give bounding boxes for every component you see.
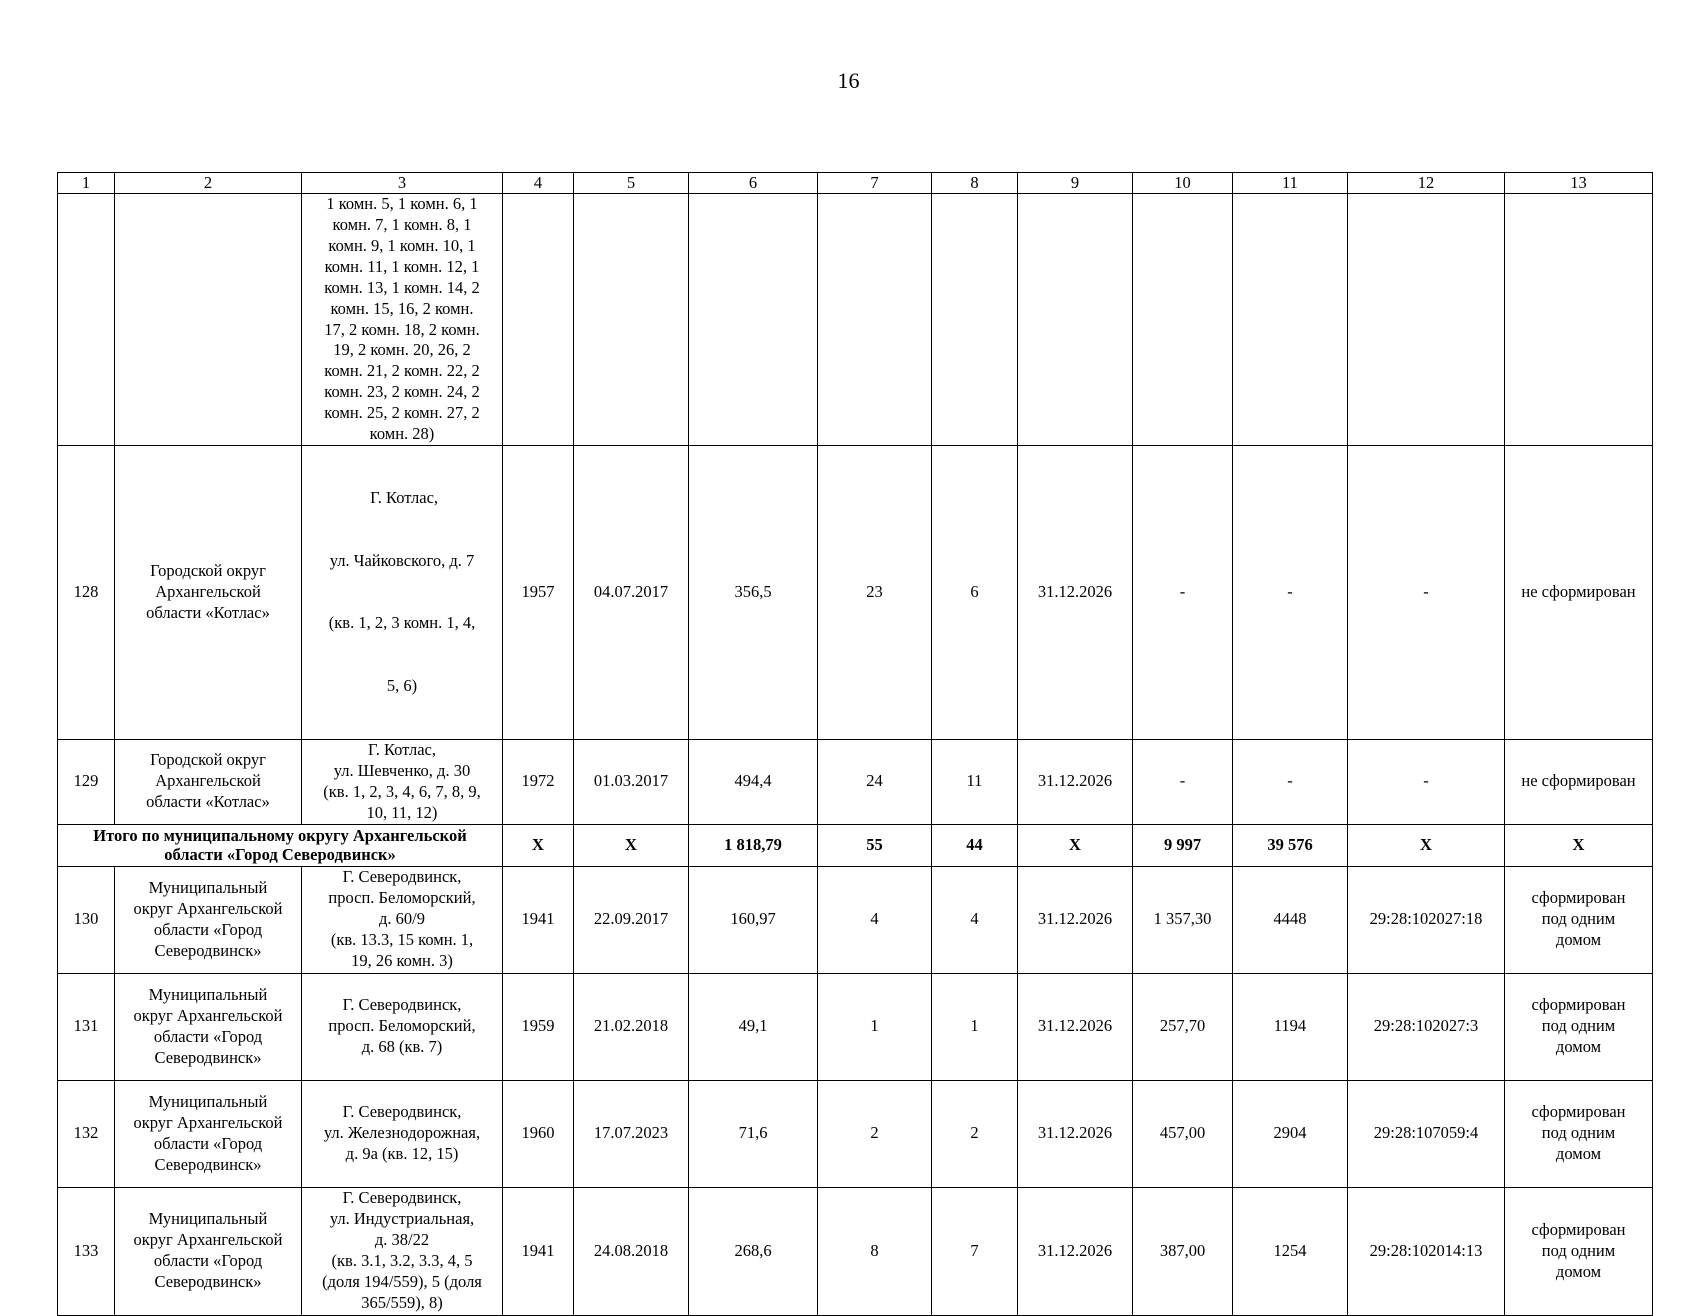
date-cell: 22.09.2017 xyxy=(574,866,689,973)
cadastral-number-cell: 29:28:102027:18 xyxy=(1348,866,1505,973)
total-deadline: Х xyxy=(1018,824,1133,866)
row-number: 128 xyxy=(58,446,115,740)
column-number: 9 xyxy=(1018,173,1133,194)
column-number: 12 xyxy=(1348,173,1505,194)
cadastral-value-cell: 1194 xyxy=(1233,973,1348,1080)
land-area-cell: 387,00 xyxy=(1133,1187,1233,1315)
deadline-cell: 31.12.2026 xyxy=(1018,739,1133,824)
total-area: 1 818,79 xyxy=(689,824,818,866)
land-area-cell: - xyxy=(1133,446,1233,740)
deadline-cell: 31.12.2026 xyxy=(1018,973,1133,1080)
address-cell: Г. Котлас, ул. Чайковского, д. 7 (кв. 1, 2, 3 комн. 1, 4, 5, 6) xyxy=(302,446,503,740)
table-row xyxy=(58,739,1653,824)
total-cadastral-value: 39 576 xyxy=(1233,824,1348,866)
year-cell: 1960 xyxy=(503,1080,574,1187)
land-area-cell: - xyxy=(1133,739,1233,824)
area-cell: 160,97 xyxy=(689,866,818,973)
column-number: 5 xyxy=(574,173,689,194)
cadastral-value-cell: 2904 xyxy=(1233,1080,1348,1187)
table-row xyxy=(58,1187,1653,1315)
total-premises: 44 xyxy=(932,824,1018,866)
apartment-list-continued: 1 комн. 5, 1 комн. 6, 1 комн. 7, 1 комн. 8, 1 комн. 9, 1 комн. 10, 1 комн. 11, 1 комн. 12, 1 комн. 13, 1 комн. 14, 2 комн. 15, 16, 2 комн. 17, 2 комн. 18, 2 комн. 19, 2 комн. 20, 26, 2 комн. 21, 2 комн. 22, 2 комн. 23, 2 комн. 24, 2 комн. 25, 2 комн. 27, 2 комн. 28) xyxy=(302,194,503,446)
municipality-cell: Муниципальный округ Архангельской области «Город Северодвинск» xyxy=(115,866,302,973)
premises-cell: 6 xyxy=(932,446,1018,740)
column-number: 2 xyxy=(115,173,302,194)
residents-cell: 24 xyxy=(818,739,932,824)
area-cell: 49,1 xyxy=(689,973,818,1080)
address-cell: Г. Северодвинск, ул. Железнодорожная, д. 9а (кв. 12, 15) xyxy=(302,1080,503,1187)
residents-cell: 2 xyxy=(818,1080,932,1187)
date-cell: 01.03.2017 xyxy=(574,739,689,824)
land-area-cell: 257,70 xyxy=(1133,973,1233,1080)
continuation-row xyxy=(58,194,1653,446)
column-number: 10 xyxy=(1133,173,1233,194)
year-cell: 1941 xyxy=(503,866,574,973)
column-number: 7 xyxy=(818,173,932,194)
row-number: 130 xyxy=(58,866,115,973)
residents-cell: 1 xyxy=(818,973,932,1080)
cadastral-number-cell: - xyxy=(1348,446,1505,740)
column-number: 6 xyxy=(689,173,818,194)
land-status-cell: сформирован под одним домом xyxy=(1505,1187,1653,1315)
premises-cell: 1 xyxy=(932,973,1018,1080)
municipality-cell: Городской округ Архангельской области «Котлас» xyxy=(115,446,302,740)
municipality-cell: Муниципальный округ Архангельской области «Город Северодвинск» xyxy=(115,1080,302,1187)
table-row xyxy=(58,1080,1653,1187)
premises-cell: 2 xyxy=(932,1080,1018,1187)
premises-cell: 4 xyxy=(932,866,1018,973)
deadline-cell: 31.12.2026 xyxy=(1018,446,1133,740)
address-cell: Г. Северодвинск, просп. Беломорский, д. 60/9 (кв. 13.3, 15 комн. 1, 19, 26 комн. 3) xyxy=(302,866,503,973)
cadastral-number-cell: 29:28:102027:3 xyxy=(1348,973,1505,1080)
year-cell: 1941 xyxy=(503,1187,574,1315)
land-status-cell: не сформирован xyxy=(1505,739,1653,824)
page-number: 16 xyxy=(837,68,860,93)
year-cell: 1957 xyxy=(503,446,574,740)
municipality-cell: Муниципальный округ Архангельской области «Город Северодвинск» xyxy=(115,973,302,1080)
row-number: 129 xyxy=(58,739,115,824)
date-cell: 04.07.2017 xyxy=(574,446,689,740)
municipality-cell: Муниципальный округ Архангельской области «Город Северодвинск» xyxy=(115,1187,302,1315)
land-status-cell: не сформирован xyxy=(1505,446,1653,740)
column-number: 4 xyxy=(503,173,574,194)
area-cell: 356,5 xyxy=(689,446,818,740)
land-area-cell: 1 357,30 xyxy=(1133,866,1233,973)
date-cell: 24.08.2018 xyxy=(574,1187,689,1315)
land-status-cell: сформирован под одним домом xyxy=(1505,866,1653,973)
total-date: Х xyxy=(574,824,689,866)
table-row xyxy=(58,973,1653,1080)
cadastral-value-cell: 4448 xyxy=(1233,866,1348,973)
date-cell: 17.07.2023 xyxy=(574,1080,689,1187)
column-number: 8 xyxy=(932,173,1018,194)
address-cell: Г. Котлас, ул. Шевченко, д. 30 (кв. 1, 2, 3, 4, 6, 7, 8, 9, 10, 11, 12) xyxy=(302,739,503,824)
cadastral-value-cell: - xyxy=(1233,446,1348,740)
total-row xyxy=(58,824,1653,866)
column-number: 3 xyxy=(302,173,503,194)
premises-cell: 7 xyxy=(932,1187,1018,1315)
residents-cell: 23 xyxy=(818,446,932,740)
cadastral-number-cell: 29:28:102014:13 xyxy=(1348,1187,1505,1315)
total-year: Х xyxy=(503,824,574,866)
area-cell: 71,6 xyxy=(689,1080,818,1187)
land-area-cell: 457,00 xyxy=(1133,1080,1233,1187)
total-residents: 55 xyxy=(818,824,932,866)
row-number: 133 xyxy=(58,1187,115,1315)
housing-register-table xyxy=(57,172,1653,1316)
cadastral-number-cell: 29:28:107059:4 xyxy=(1348,1080,1505,1187)
address-cell: Г. Северодвинск, ул. Индустриальная, д. 38/22 (кв. 3.1, 3.2, 3.3, 4, 5 (доля 194/559), 5 (доля 365/559), 8) xyxy=(302,1187,503,1315)
column-number: 11 xyxy=(1233,173,1348,194)
column-number: 1 xyxy=(58,173,115,194)
year-cell: 1959 xyxy=(503,973,574,1080)
cadastral-value-cell: 1254 xyxy=(1233,1187,1348,1315)
municipality-cell: Городской округ Архангельской области «Котлас» xyxy=(115,739,302,824)
address-cell: Г. Северодвинск, просп. Беломорский, д. 68 (кв. 7) xyxy=(302,973,503,1080)
cadastral-value-cell: - xyxy=(1233,739,1348,824)
total-land-area: 9 997 xyxy=(1133,824,1233,866)
total-cadastral-number: Х xyxy=(1348,824,1505,866)
date-cell: 21.02.2018 xyxy=(574,973,689,1080)
area-cell: 494,4 xyxy=(689,739,818,824)
table-row xyxy=(58,866,1653,973)
land-status-cell: сформирован под одним домом xyxy=(1505,1080,1653,1187)
year-cell: 1972 xyxy=(503,739,574,824)
deadline-cell: 31.12.2026 xyxy=(1018,866,1133,973)
cadastral-number-cell: - xyxy=(1348,739,1505,824)
column-number-row xyxy=(58,173,1653,194)
row-number: 131 xyxy=(58,973,115,1080)
residents-cell: 4 xyxy=(818,866,932,973)
deadline-cell: 31.12.2026 xyxy=(1018,1187,1133,1315)
total-status: Х xyxy=(1505,824,1653,866)
land-status-cell: сформирован под одним домом xyxy=(1505,973,1653,1080)
table-row xyxy=(58,446,1653,740)
area-cell: 268,6 xyxy=(689,1187,818,1315)
row-number: 132 xyxy=(58,1080,115,1187)
deadline-cell: 31.12.2026 xyxy=(1018,1080,1133,1187)
column-number: 13 xyxy=(1505,173,1653,194)
residents-cell: 8 xyxy=(818,1187,932,1315)
premises-cell: 11 xyxy=(932,739,1018,824)
total-label: Итого по муниципальному округу Архангельской области «Город Северодвинск» xyxy=(58,824,503,866)
